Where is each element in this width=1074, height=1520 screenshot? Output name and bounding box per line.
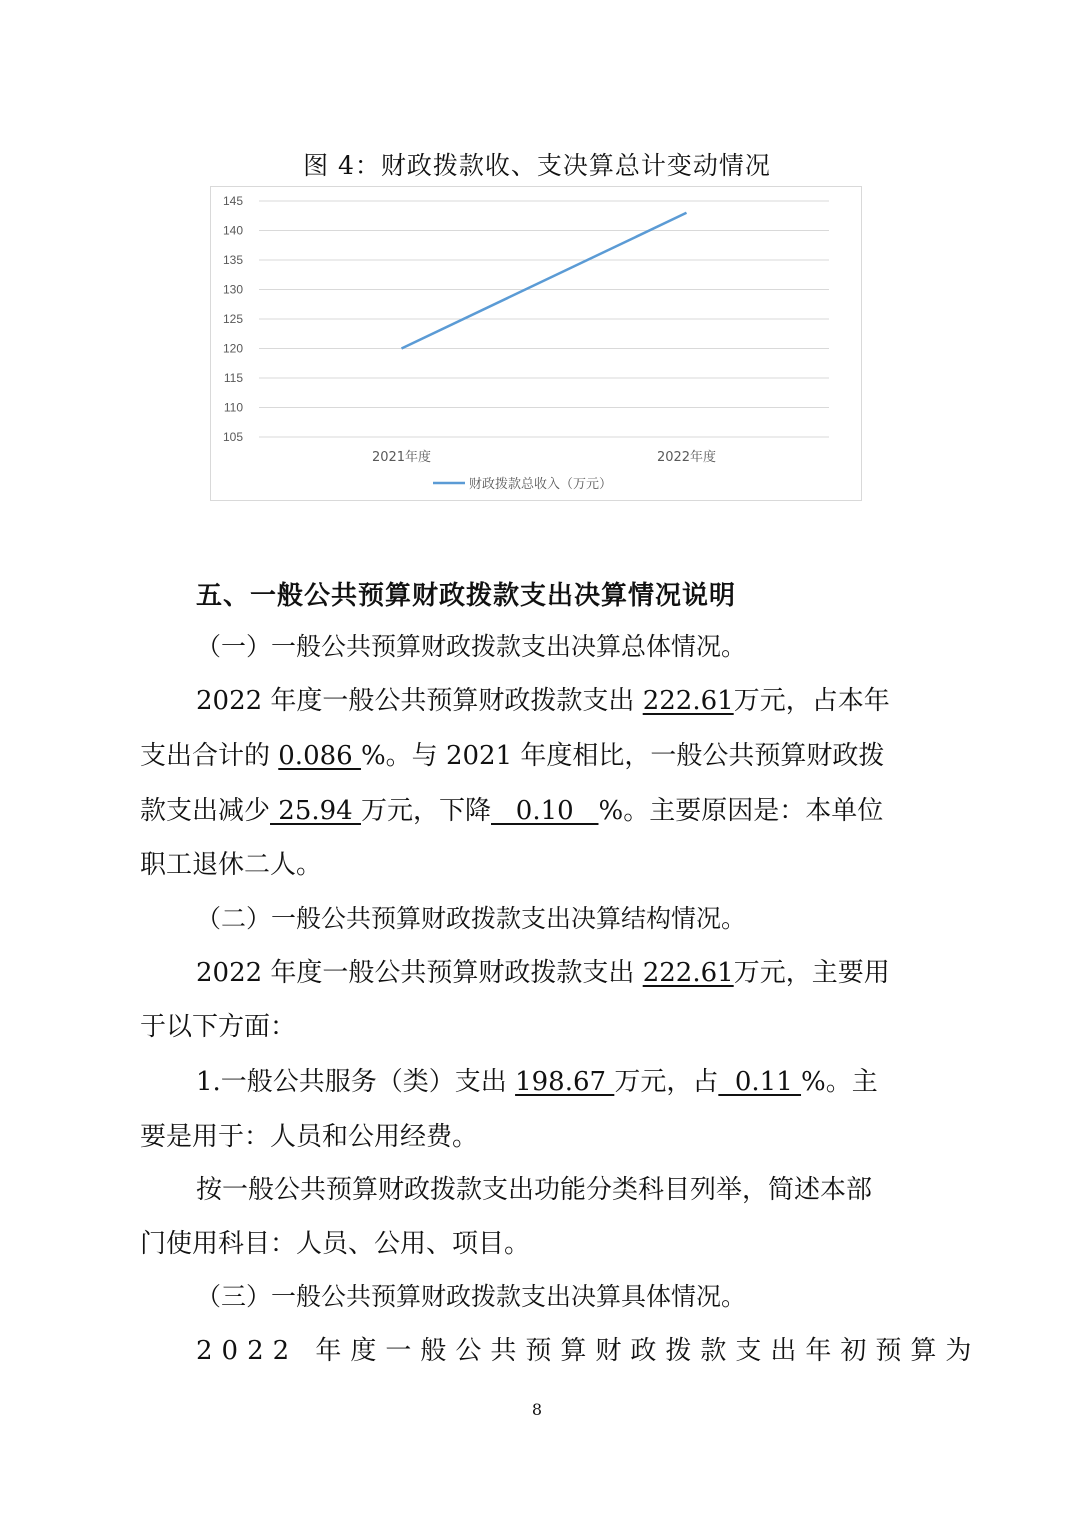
paragraph-2-line-1: 2022 年度一般公共预算财政拨款支出 222.61万元，主要用: [196, 958, 890, 988]
value-decrease-amount: 25.94: [270, 796, 361, 826]
value-public-service-percent: 0.11: [718, 1067, 802, 1097]
paragraph-4-line-2: 门使用科目：人员、公用、项目。: [140, 1229, 531, 1259]
subheading-detail: （三）一般公共预算财政拨款支出决算具体情况。: [196, 1282, 747, 1311]
chart-canvas: [211, 187, 863, 502]
value-total-expenditure: 222.61: [642, 686, 734, 716]
y-tick-label: 115: [223, 371, 243, 385]
legend-label: 财政拨款总收入（万元）: [469, 477, 613, 492]
paragraph-5-line-1: 2022 年度一般公共预算财政拨款支出年初预算为: [196, 1336, 981, 1366]
subheading-overall: （一）一般公共预算财政拨款支出决算总体情况。: [196, 632, 747, 661]
paragraph-3-line-2: 要是用于：人员和公用经费。: [140, 1122, 479, 1152]
paragraph-2-line-2: 于以下方面：: [140, 1012, 297, 1042]
value-public-service: 198.67: [515, 1067, 615, 1097]
paragraph-1-line-3: 款支出减少 25.94 万元，下降 0.10 %。主要原因是：本单位: [140, 796, 884, 826]
y-tick-label: 110: [223, 400, 243, 415]
paragraph-1-line-4: 职工退休二人。: [140, 850, 323, 880]
figure-title: 图 4：财政拨款收、支决算总计变动情况: [303, 151, 771, 180]
x-tick-label: 2021年度: [371, 450, 432, 465]
subheading-structure: （二）一般公共预算财政拨款支出决算结构情况。: [196, 904, 747, 933]
y-tick-label: 130: [222, 282, 243, 297]
paragraph-1-line-2: 支出合计的 0.086 %。与 2021 年度相比，一般公共预算财政拨: [140, 741, 885, 771]
value-share-percent: 0.086: [278, 741, 361, 771]
line-chart: [210, 186, 862, 501]
series-line: [402, 213, 687, 349]
value-total-expenditure-2: 222.61: [642, 958, 734, 988]
y-tick-label: 140: [222, 223, 243, 238]
paragraph-1-line-1: 2022 年度一般公共预算财政拨款支出 222.61万元，占本年: [196, 686, 890, 716]
y-tick-label: 120: [222, 341, 243, 356]
paragraph-3-line-1: 1.一般公共服务（类）支出 198.67 万元，占 0.11 %。主: [196, 1067, 878, 1097]
paragraph-4-line-1: 按一般公共预算财政拨款支出功能分类科目列举，简述本部: [196, 1175, 873, 1205]
y-tick-label: 125: [222, 312, 243, 326]
y-tick-label: 105: [222, 430, 243, 444]
y-tick-label: 145: [222, 194, 243, 208]
page-number: 8: [531, 1400, 543, 1419]
y-tick-label: 135: [222, 253, 243, 267]
value-decrease-percent: 0.10: [491, 796, 599, 826]
x-tick-label: 2022年度: [656, 450, 717, 465]
section-heading: 五、一般公共预算财政拨款支出决算情况说明: [196, 581, 737, 611]
